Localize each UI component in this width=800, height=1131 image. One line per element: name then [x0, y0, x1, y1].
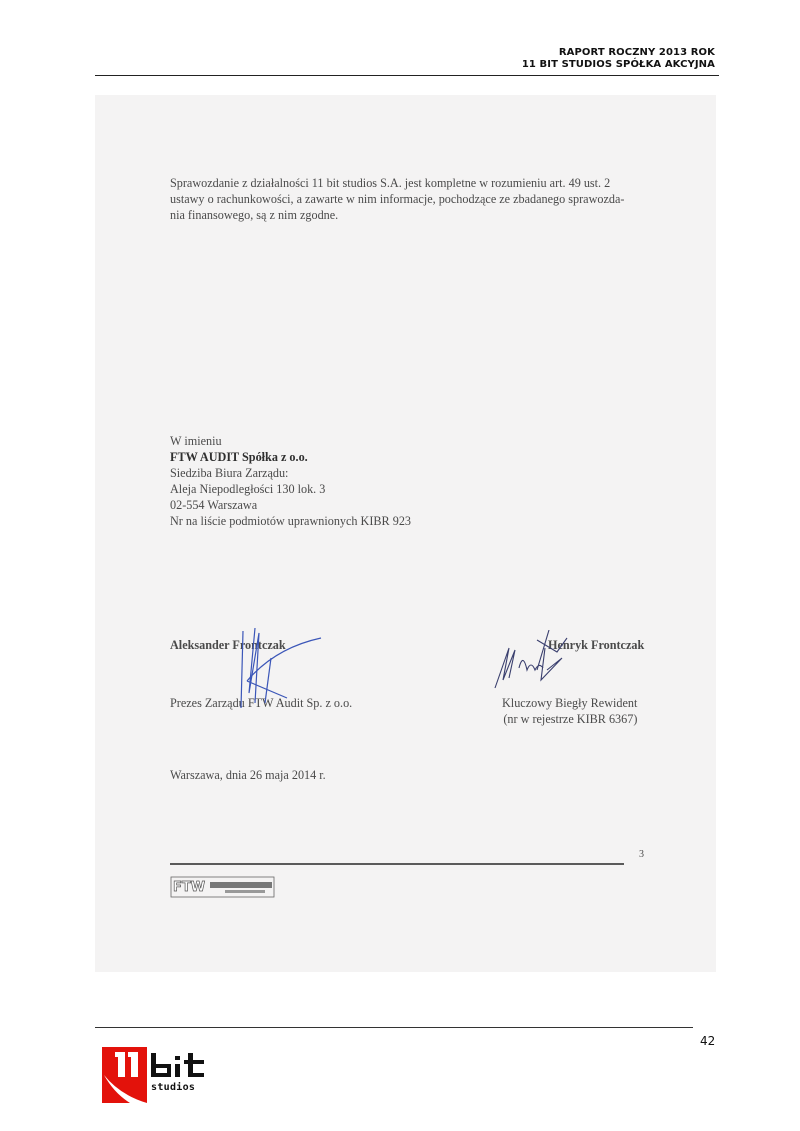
audit-company-name: FTW AUDIT Spółka z o.o.	[170, 450, 308, 464]
seat-label: Siedziba Biura Zarządu:	[170, 466, 289, 480]
paragraph-line: Sprawozdanie z działalności 11 bit studios S.A. jest kompletne w rozumieniu art. 49 ust. 2	[170, 176, 611, 190]
paragraph-line: ustawy o rachunkowości, a zawarte w nim informacje, pochodzące ze zbadanego sprawozda-	[170, 192, 625, 206]
report-header	[522, 47, 715, 71]
scan-footer-divider	[170, 863, 624, 865]
auditor-address	[170, 433, 411, 529]
page-number: 42	[700, 1034, 716, 1048]
paragraph-line: nia finansowego, są z nim zgodne.	[170, 208, 339, 222]
signatory-left-role: Prezes Zarządu FTW Audit Sp. z o.o.	[170, 696, 353, 710]
place-and-date: Warszawa, dnia 26 maja 2014 r.	[170, 768, 326, 782]
compliance-paragraph	[170, 175, 650, 223]
report-title: RAPORT ROCZNY 2013 ROK	[558, 47, 715, 58]
header-divider	[95, 75, 719, 76]
signatory-right-registry: (nr w rejestrze KIBR 6367)	[503, 712, 638, 726]
svg-text:FTW: FTW	[173, 880, 206, 895]
signatory-left-name: Aleksander Frontczak	[170, 638, 286, 652]
ftw-logo-icon	[170, 876, 275, 898]
company-name: 11 BIT STUDIOS SPÓŁKA AKCYJNA	[521, 59, 715, 70]
city-address: 02-554 Warszawa	[170, 498, 258, 512]
signature-left-icon	[235, 623, 325, 713]
scan-page-number: 3	[639, 849, 644, 860]
signatory-right-role-block	[502, 695, 637, 727]
footer-divider	[95, 1027, 693, 1028]
signatory-right-role: Kluczowy Biegły Rewident	[502, 696, 638, 710]
registry-number: Nr na liście podmiotów uprawnionych KIBR 923	[170, 514, 412, 528]
svg-text:studios: studios	[151, 1082, 196, 1093]
on-behalf-label: W imieniu	[170, 434, 222, 448]
signatory-right-name: Henryk Frontczak	[548, 638, 645, 652]
scanned-page	[95, 95, 716, 972]
signature-right-icon	[487, 630, 577, 695]
street-address: Aleja Niepodległości 130 lok. 3	[170, 482, 326, 496]
11bit-studios-logo-icon	[100, 1045, 222, 1107]
